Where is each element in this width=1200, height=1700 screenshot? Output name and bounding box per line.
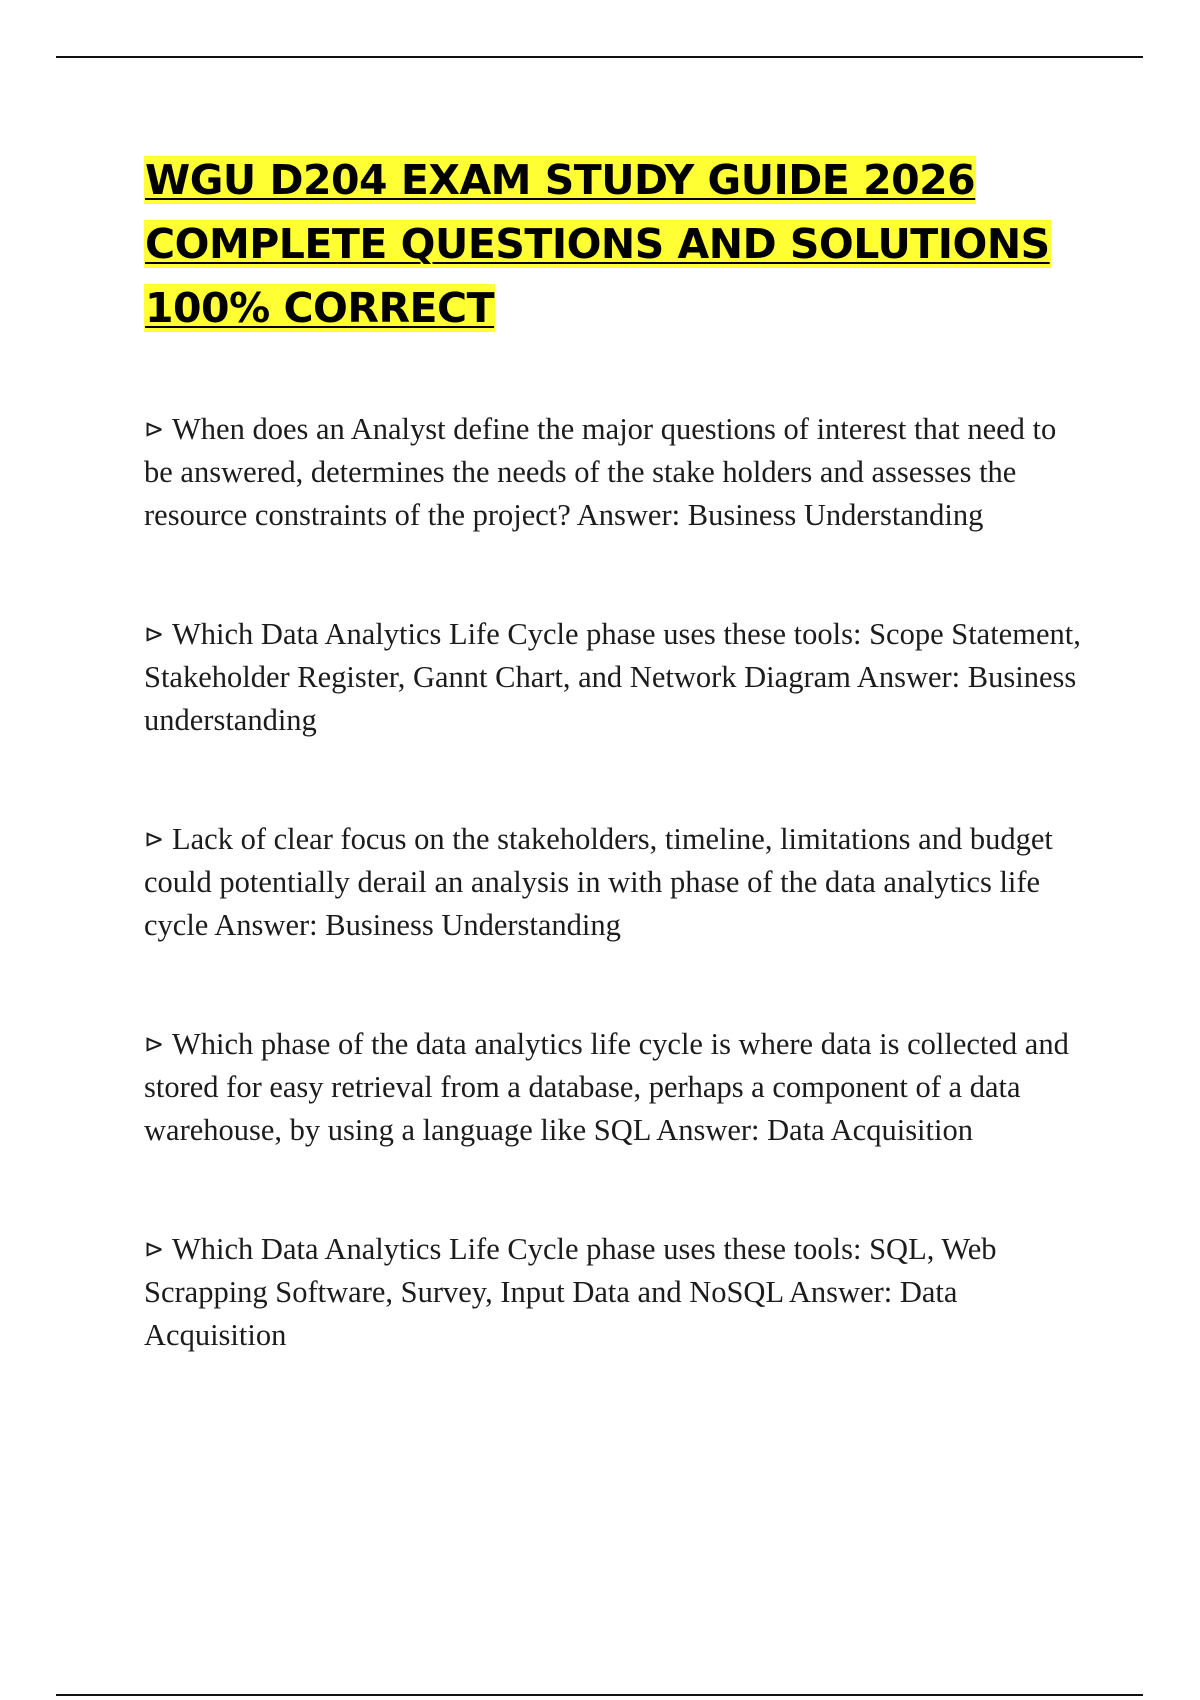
question-text: Which Data Analytics Life Cycle phase uses these tools: SQL, Web Scrapping Software, Survey, Input Data and NoSQL Answer: Data Acquisition (144, 1232, 997, 1352)
question-item (144, 1023, 1089, 1152)
bullet-arrow-icon: ⊳ (144, 1235, 165, 1263)
title-line-1: WGU D204 EXAM STUDY GUIDE 2026 (145, 156, 976, 204)
question-text: Which Data Analytics Life Cycle phase uses these tools: Scope Statement, Stakeholder Register, Gannt Chart, and Network Diagram Answer: Business understanding (144, 617, 1081, 737)
top-rule (56, 56, 1143, 58)
title-line-2: COMPLETE QUESTIONS AND SOLUTIONS (145, 220, 1050, 268)
question-text: Which phase of the data analytics life cycle is where data is collected and stored for easy retrieval from a database, perhaps a component of a data warehouse, by using a language like SQL Answer: Data Acquisition (144, 1027, 1069, 1147)
question-item (144, 613, 1089, 742)
question-item (144, 1228, 1089, 1357)
question-text: Lack of clear focus on the stakeholders, timeline, limitations and budget could potentially derail an analysis in with phase of the data analytics life cycle Answer: Business Understanding (144, 822, 1053, 942)
bullet-arrow-icon: ⊳ (144, 415, 165, 443)
question-item (144, 408, 1089, 537)
bullet-arrow-icon: ⊳ (144, 1030, 165, 1058)
title-line-3: 100% CORRECT (145, 284, 495, 332)
bullet-arrow-icon: ⊳ (144, 825, 165, 853)
question-text: When does an Analyst define the major questions of interest that need to be answered, determines the needs of the stake holders and assesses the resource constraints of the project? Answer: Business Understanding (144, 412, 1057, 532)
bullet-arrow-icon: ⊳ (144, 620, 165, 648)
question-item (144, 818, 1089, 947)
document-title (144, 148, 1104, 340)
bottom-rule (56, 1694, 1143, 1696)
